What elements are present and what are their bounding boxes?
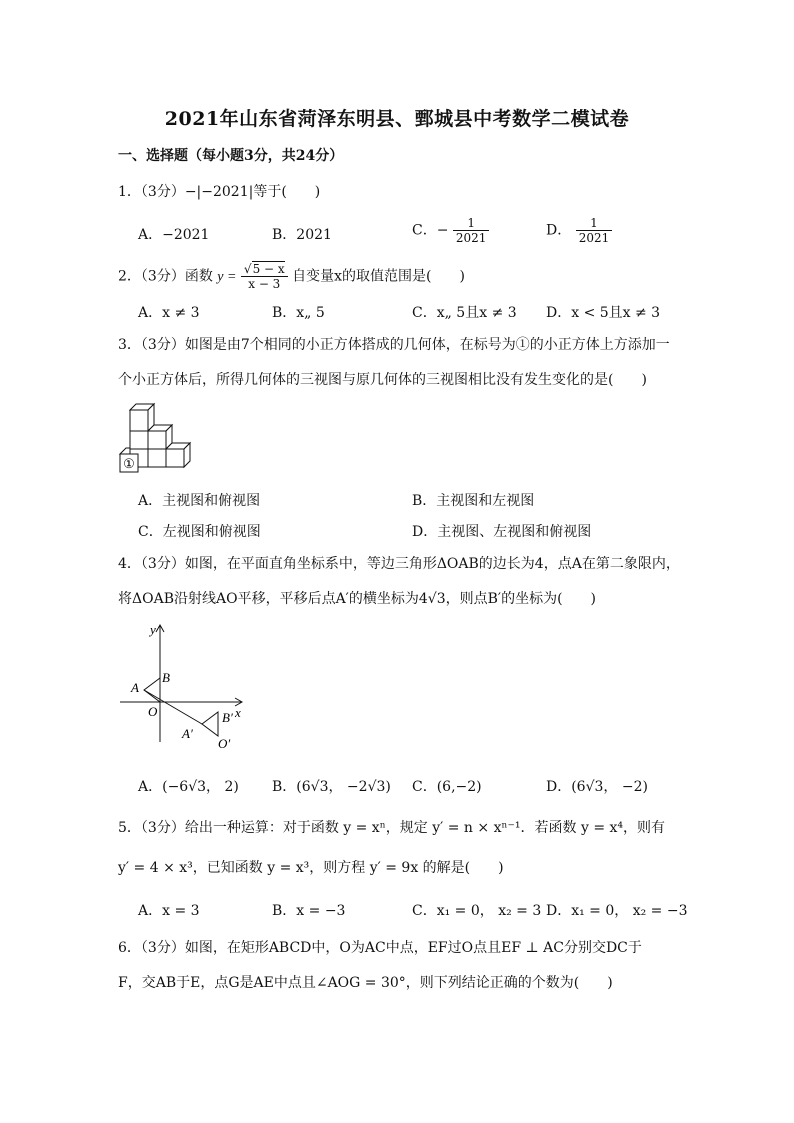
cube-front-face — [166, 449, 184, 467]
q2-function-denominator: x − 3 — [248, 277, 281, 291]
label-a: A — [131, 680, 139, 695]
label-a-prime: A′ — [182, 726, 193, 741]
q5-option-c: C．x₁ = 0， x₂ = 3 — [412, 903, 542, 919]
q2-option-c: C．x„ 5且x ≠ 3 — [412, 305, 517, 321]
q4-option-d: D．(6√3， −2) — [546, 779, 648, 795]
q1-option-c-numerator: 1 — [453, 216, 490, 231]
label-b-prime: B′ — [222, 710, 233, 725]
q2-function-fraction — [241, 262, 288, 291]
label-y: y — [150, 622, 156, 637]
q5-option-b: B．x = −3 — [272, 903, 346, 919]
q3-option-a: A．主视图和俯视图 — [138, 493, 261, 509]
q1-option-d-prefix: D． — [546, 222, 572, 239]
q4-option-c: C．(6,−2) — [412, 779, 482, 795]
cube-front-face — [130, 431, 148, 449]
q5-option-d: D．x₁ = 0， x₂ = −3 — [546, 903, 688, 919]
q1-option-c-denominator: 2021 — [455, 231, 487, 245]
q2-stem-suffix: 自变量x的取值范围是( ) — [292, 268, 465, 285]
q4-stem-line1: 4．（3分）如图，在平面直角坐标系中，等边三角形ΔOAB的边长为4，点A在第二象限内， — [118, 556, 680, 572]
q3-option-c: C．左视图和俯视图 — [138, 524, 261, 540]
q1-option-b: B．2021 — [272, 227, 332, 243]
q2-function-numerator: √5 − x — [241, 262, 288, 277]
q6-stem-line2: F，交AB于E，点G是AE中点且∠AOG = 30°，则下列结论正确的个数为( ) — [118, 975, 613, 991]
q1-option-c — [412, 216, 489, 245]
q5-stem-line2: y′ = 4 × x³，已知函数 y = x³，则方程 y′ = 9x 的解是( ) — [118, 860, 504, 876]
cube-top-face — [120, 448, 130, 454]
q3-figure-mark: ① — [123, 456, 135, 471]
q3-stem-line1: 3．（3分）如图是由7个相同的小正方体搭成的几何体，在标号为①的小正方体上方添加一 — [118, 337, 670, 353]
q1-option-d-fraction — [576, 216, 613, 245]
q3-stem-line2: 个小正方体后，所得几何体的三视图与原几何体的三视图相比没有发生变化的是( ) — [118, 372, 647, 388]
q1-option-a: A．−2021 — [138, 227, 210, 243]
q2-option-a: A．x ≠ 3 — [138, 305, 200, 321]
cube-front-face — [148, 449, 166, 467]
exam-title: 2021年山东省菏泽东明县、鄄城县中考数学二模试卷 — [164, 108, 630, 130]
label-b: B — [162, 670, 170, 685]
q2-stem-prefix: 2．（3分）函数 — [118, 268, 213, 285]
q3-cube-figure — [118, 398, 208, 478]
q2-stem — [118, 262, 465, 291]
q4-option-b: B．(6√3， −2√3) — [272, 779, 391, 795]
q2-option-b: B．x„ 5 — [272, 305, 325, 321]
q1-option-c-prefix: C．− — [412, 222, 449, 239]
label-o: O — [148, 704, 158, 719]
q5-stem-line1: 5．（3分）给出一种运算：对于函数 y = xⁿ，规定 y′ = n × xⁿ⁻¹．若函数 y = x⁴，则有 — [118, 820, 666, 836]
q4-coordinate-figure — [116, 620, 256, 750]
q6-stem-line1: 6．（3分）如图，在矩形ABCD中，O为AC中点，EF过O点且EF ⊥ AC分别交DC于 — [118, 940, 642, 956]
label-x: x — [235, 705, 241, 720]
q2-sqrt-radicand: 5 − x — [252, 262, 285, 276]
q5-option-a: A．x = 3 — [138, 903, 200, 919]
q4-option-a: A．(−6√3， 2) — [138, 779, 239, 795]
q1-option-d — [546, 216, 612, 245]
q1-option-d-denominator: 2021 — [578, 231, 610, 245]
cube-front-face — [148, 431, 166, 449]
q1-option-d-numerator: 1 — [576, 216, 613, 231]
q2-option-d: D．x < 5且x ≠ 3 — [546, 305, 661, 321]
section-heading: 一、选择题（每小题3分，共24分） — [118, 148, 344, 164]
q1-option-c-fraction — [453, 216, 490, 245]
label-o-prime: O′ — [218, 736, 231, 750]
cube-front-face — [130, 410, 148, 431]
q2-function-lhs: y = — [217, 269, 237, 285]
q1-stem: 1．（3分）−|−2021|等于( ) — [118, 184, 321, 200]
triangle-translated — [202, 712, 218, 736]
q3-option-b: B．主视图和左视图 — [412, 493, 535, 509]
q3-option-d: D．主视图、左视图和俯视图 — [412, 524, 592, 540]
q4-stem-line2: 将ΔOAB沿射线AO平移，平移后点A′的横坐标为4√3，则点B′的坐标为( ) — [118, 591, 596, 607]
